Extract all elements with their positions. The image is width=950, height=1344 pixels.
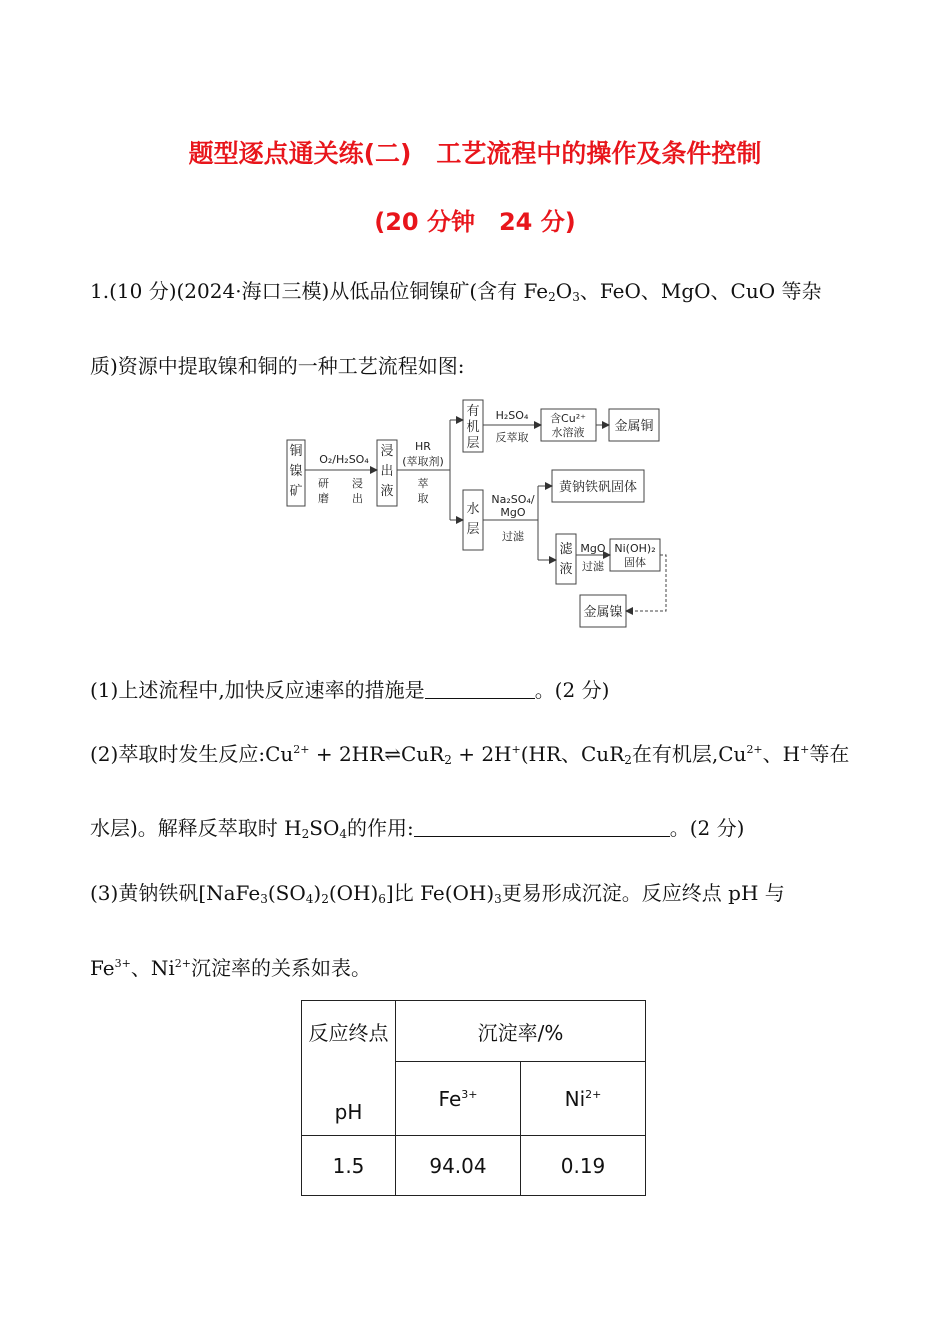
process-flow-diagram	[280, 395, 670, 635]
step1-op-leach-1: 浸	[352, 477, 363, 490]
nioh-2: 固体	[624, 556, 646, 569]
question-1-part-3-line2: $Fe^{3+}$、$Ni^{2+}$沉淀率的关系如表。	[90, 956, 371, 980]
leachate-char-1: 浸	[380, 444, 394, 459]
filtrate-char-2: 液	[559, 562, 573, 577]
copper-label: 金属铜	[614, 419, 654, 434]
jarosite-label: 黄钠铁矾固体	[558, 480, 638, 495]
step4-reagent-2: MgO	[500, 506, 526, 519]
page-subtitle: (20 分钟 24 分)	[374, 208, 576, 236]
cell-ni: 0.19	[521, 1136, 646, 1196]
step1-op-leach-2: 出	[352, 492, 363, 505]
step2-op-1: 萃	[417, 477, 429, 490]
step3-op: 反萃取	[495, 431, 529, 444]
organic-char-1: 有	[466, 404, 480, 419]
organic-char-3: 层	[466, 436, 480, 451]
ore-char-1: 铜	[289, 444, 303, 459]
header-precipitation-rate: 沉淀率/%	[396, 1001, 646, 1062]
aqueous-char-2: 层	[466, 522, 480, 537]
header-fe: $Fe^{3+}$	[396, 1062, 521, 1136]
answer-blank-1[interactable]	[425, 680, 535, 699]
step4-reagent-1: Na₂SO₄/	[491, 493, 535, 506]
step2-reagent-1: HR	[415, 440, 431, 453]
page-title: 题型逐点通关练(二) 工艺流程中的操作及条件控制	[188, 139, 762, 168]
aqueous-char-1: 水	[466, 502, 480, 517]
ore-char-2: 镍	[289, 464, 303, 479]
cu-solution-2: 水溶液	[551, 426, 585, 439]
nickel-label: 金属镍	[583, 605, 623, 620]
cell-ph: 1.5	[302, 1136, 396, 1196]
question-1-part-3: (3)黄钠铁矾$[NaFe_3(SO_4)_2(OH)_6]$比 $Fe(OH)_3$更易形成沉淀。反应终点 pH 与	[90, 881, 785, 906]
header-ni: $Ni^{2+}$	[521, 1062, 646, 1136]
question-1-intro-line2: 质)资源中提取镍和铜的一种工艺流程如图:	[90, 354, 465, 378]
step1-reagent: O₂/H₂SO₄	[319, 453, 369, 466]
aqueous-layer-box	[463, 490, 483, 550]
header-endpoint-ph: 反应终点 pH	[302, 1001, 396, 1136]
table-row	[302, 1136, 646, 1196]
answer-blank-2[interactable]	[414, 818, 670, 837]
filtrate-char-1: 滤	[559, 542, 573, 557]
step5-op: 过滤	[582, 560, 604, 573]
question-1-intro: 1.(10 分)(2024·海口三模)从低品位铜镍矿(含有 $Fe_2O_3$、FeO、MgO、CuO 等杂	[90, 279, 822, 304]
question-1-part-2: (2)萃取时发生反应$:Cu^{2+}$ + 2HR⇌CuR$_2$ + 2H+(HR、CuR$_2$在有机层$,Cu^{2+}$、H+等在	[90, 742, 850, 767]
precipitation-table	[301, 1000, 646, 1196]
ore-char-3: 矿	[289, 484, 303, 499]
step2-reagent-2: (萃取剂)	[402, 455, 444, 468]
step5-reagent: MgO	[580, 542, 606, 555]
step1-op-grind-1: 研	[318, 477, 329, 490]
leachate-char-2: 出	[380, 464, 394, 479]
cu-solution-1: 含Cu²⁺	[550, 412, 586, 425]
step4-op: 过滤	[502, 530, 524, 543]
cell-fe: 94.04	[396, 1136, 521, 1196]
step3-reagent: H₂SO₄	[495, 409, 529, 422]
nioh-1: Ni(OH)₂	[614, 542, 656, 555]
step1-op-grind-2: 磨	[318, 492, 329, 505]
question-1-part-1: (1)上述流程中,加快反应速率的措施是 。(2 分)	[90, 678, 610, 702]
question-1-part-2-line2: 水层)。解释反萃取时 $H_2SO_4$的作用: 。(2 分)	[90, 816, 745, 841]
leachate-char-3: 液	[380, 484, 394, 499]
organic-char-2: 机	[466, 420, 480, 435]
step2-op-2: 取	[417, 492, 429, 505]
